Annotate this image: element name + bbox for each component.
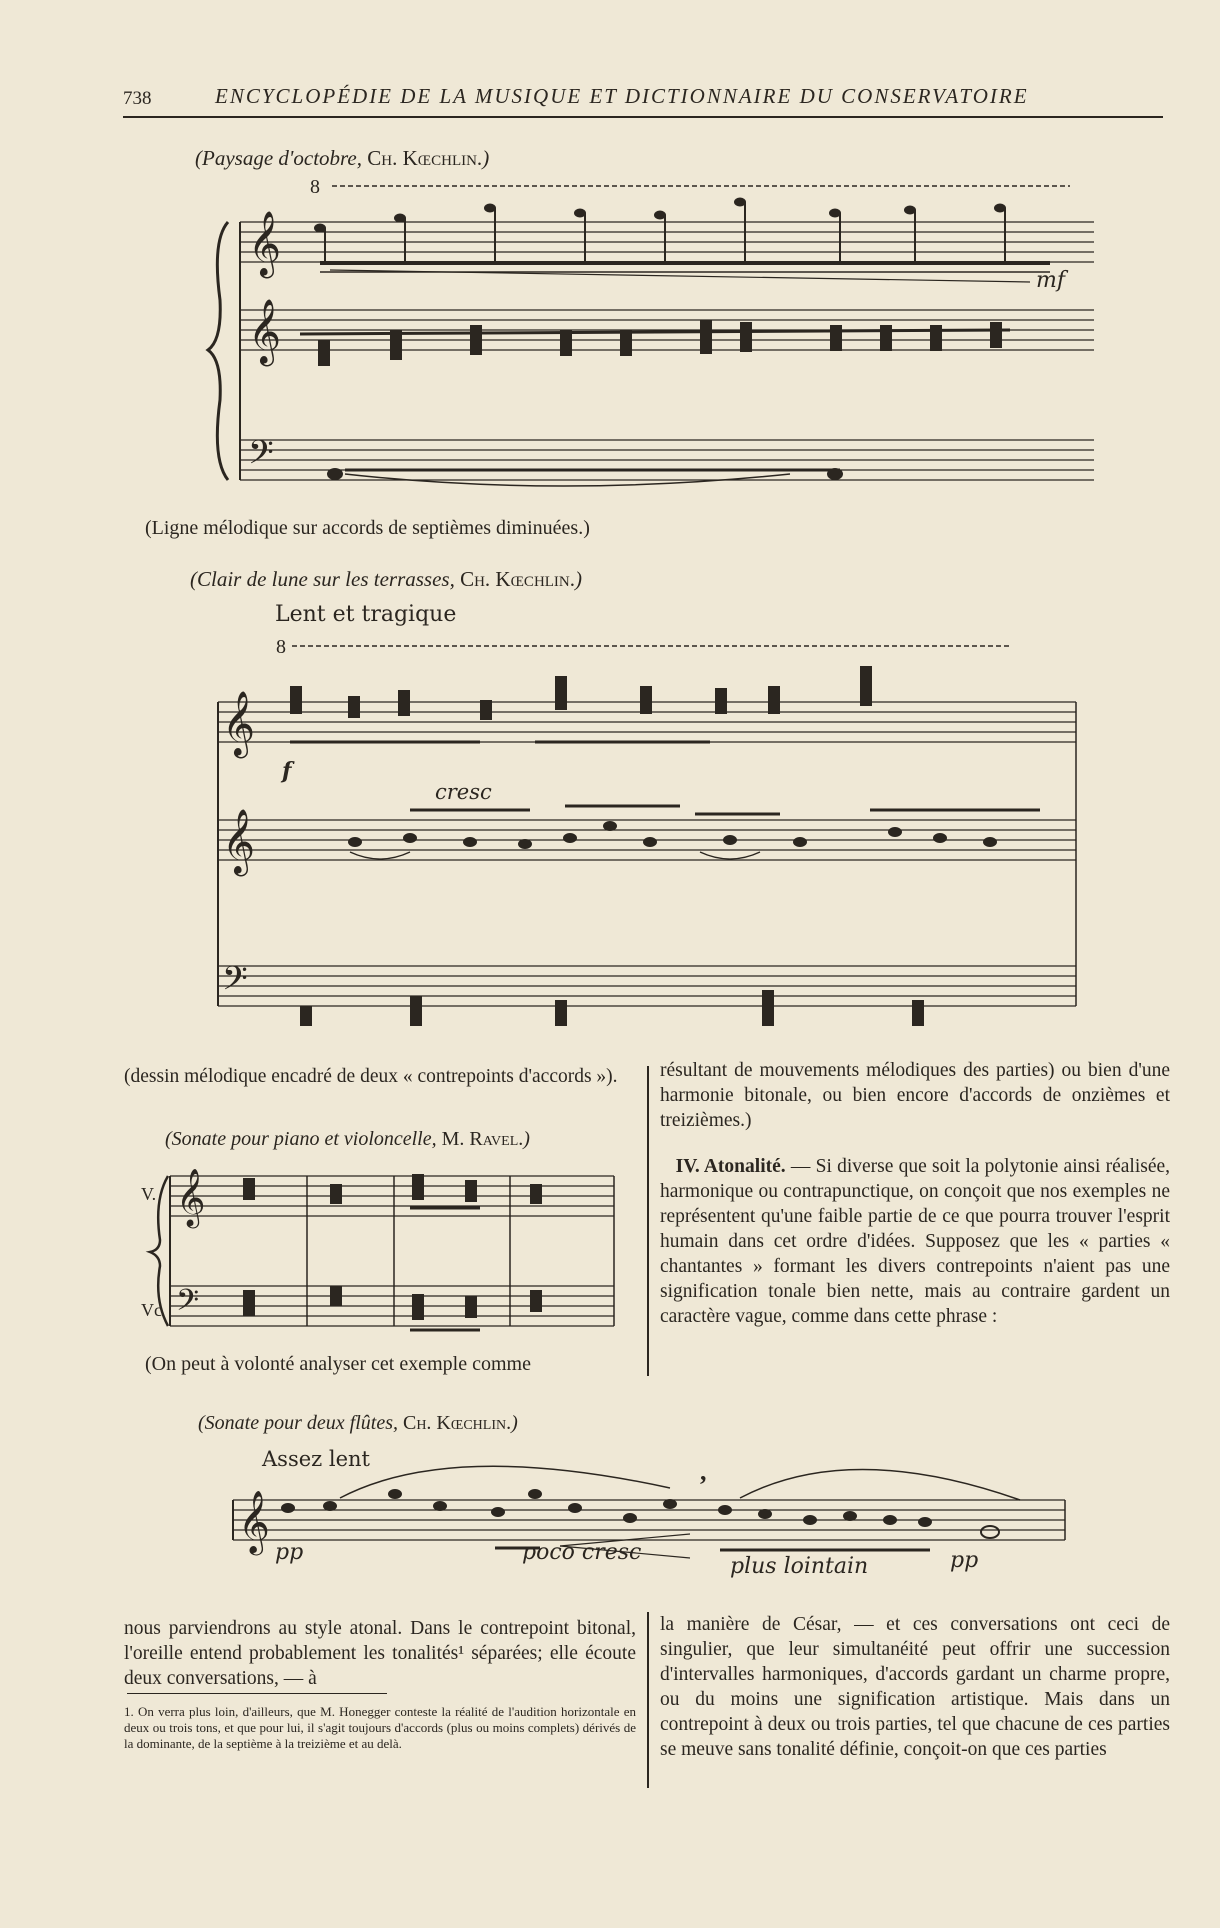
example2-author: Ch. Kœchlin.: [460, 567, 576, 591]
example1-author: Ch. Kœchlin.: [367, 146, 483, 170]
example4-title: Sonate pour deux flûtes,: [204, 1412, 398, 1434]
staff-label-cello: Vc: [141, 1300, 162, 1320]
right-paragraph-1: résultant de mouvements mélodiques des parties) ou bien d'une harmonie bitonale, ou bien encore d'accords de onzièmes et treizièmes.): [660, 1060, 1170, 1131]
staff-label-violin: V.: [141, 1184, 157, 1204]
example2-dynamic-f: f: [282, 758, 292, 784]
left-paragraph-2: (On peut à volonté analyser cet exemple comme: [145, 1353, 531, 1375]
svg-text:𝄢: 𝄢: [176, 1284, 200, 1325]
running-head: ENCYCLOPÉDIE DE LA MUSIQUE ET DICTIONNAIRE DU CONSERVATOIRE: [215, 84, 1029, 108]
example2-octave-mark: 8: [276, 636, 286, 658]
example1-title: Paysage d'octobre,: [202, 146, 363, 170]
svg-text:𝄞: 𝄞: [176, 1168, 206, 1226]
svg-text:𝄢: 𝄢: [222, 960, 248, 1006]
example3-title: Sonate pour piano et violoncelle,: [171, 1128, 437, 1150]
left-paragraph-1: (dessin mélodique encadré de deux « contrepoints d'accords »).: [124, 1066, 618, 1087]
example4-dynamic-pp-end: pp: [950, 1548, 979, 1573]
page-number: 738: [123, 88, 152, 109]
example3-caption: (Sonate pour piano et violoncelle, M. Ravel.): [165, 1128, 530, 1150]
svg-text:𝄞: 𝄞: [248, 299, 282, 364]
column-rule-bottom: [647, 1612, 649, 1788]
example1-octave-mark: 8: [310, 176, 320, 198]
bottom-left-text: nous parviendrons au style atonal. Dans le contrepoint bitonal, l'oreille entend probablement les tonalités¹ séparées; elle écoute deux conversations, — à: [124, 1618, 636, 1689]
svg-text:,: ,: [700, 1457, 707, 1486]
right-paragraph-2-body: — Si diverse que soit la polytonie ainsi réalisée, harmonique ou contrapunctique, on conçoit que nos exemples ne représentent qu'une faible partie de ce que pourra trouver l'esprit humain dans cet ordre d'idées. Supposez que les « parties « chantantes » formant les divers contrepoints n'aient pas une signification tonale bien nette, mais au contraire gardent un caractère vague, comme dans cette phrase :: [660, 1156, 1171, 1327]
example4-tempo: Assez lent: [262, 1447, 370, 1471]
svg-text:𝄢: 𝄢: [248, 434, 274, 480]
section-heading: IV. Atonalité.: [675, 1156, 786, 1177]
example1-dynamic-mf: mf: [1036, 268, 1066, 293]
example2-caption: (Clair de lune sur les terrasses, Ch. Kœchlin.): [190, 567, 583, 591]
bottom-right-text: la manière de César, — et ces conversations ont ceci de singulier, que leur simultanéité peut offrir une succession d'intervalles harmoniques, d'accords gardant un charme propre, ou du moins une signification artistique. Mais dans un contrepoint à deux ou trois parties, tel que chacune de ces parties se meuve sans tonalité définie, conçoit-on que ces parties: [660, 1614, 1170, 1760]
example4-plus-lointain: plus lointain: [730, 1554, 869, 1579]
footnote: 1. On verra plus loin, d'ailleurs, que M. Honegger conteste la réalité de l'audition horizontale en deux ou trois tons, et que pour lui, il s'agit toujours d'accords (plus ou moins complets) dérivés de la dominante, de la septième à la treizième et au delà.: [124, 1704, 636, 1751]
example4-poco-cresc: poco cresc: [522, 1540, 642, 1565]
footnote-rule: [127, 1693, 387, 1694]
example3-author: M. Ravel.: [441, 1128, 524, 1150]
example1-description: (Ligne mélodique sur accords de septièmes diminuées.): [145, 517, 590, 539]
example2-cresc: cresc: [435, 780, 492, 804]
example4-caption: (Sonate pour deux flûtes, Ch. Kœchlin.): [198, 1412, 518, 1434]
example4-author: Ch. Kœchlin.: [402, 1412, 512, 1434]
svg-text:𝄞: 𝄞: [222, 809, 256, 874]
svg-text:𝄞: 𝄞: [222, 691, 256, 756]
example1-caption: (Paysage d'octobre, Ch. Kœchlin.): [195, 146, 490, 170]
example2-title: Clair de lune sur les terrasses,: [197, 567, 455, 591]
svg-text:𝄞: 𝄞: [248, 211, 282, 276]
svg-text:𝄞: 𝄞: [238, 1490, 270, 1553]
example4-dynamic-pp-start: pp: [275, 1540, 304, 1565]
example2-tempo: Lent et tragique: [275, 602, 457, 627]
